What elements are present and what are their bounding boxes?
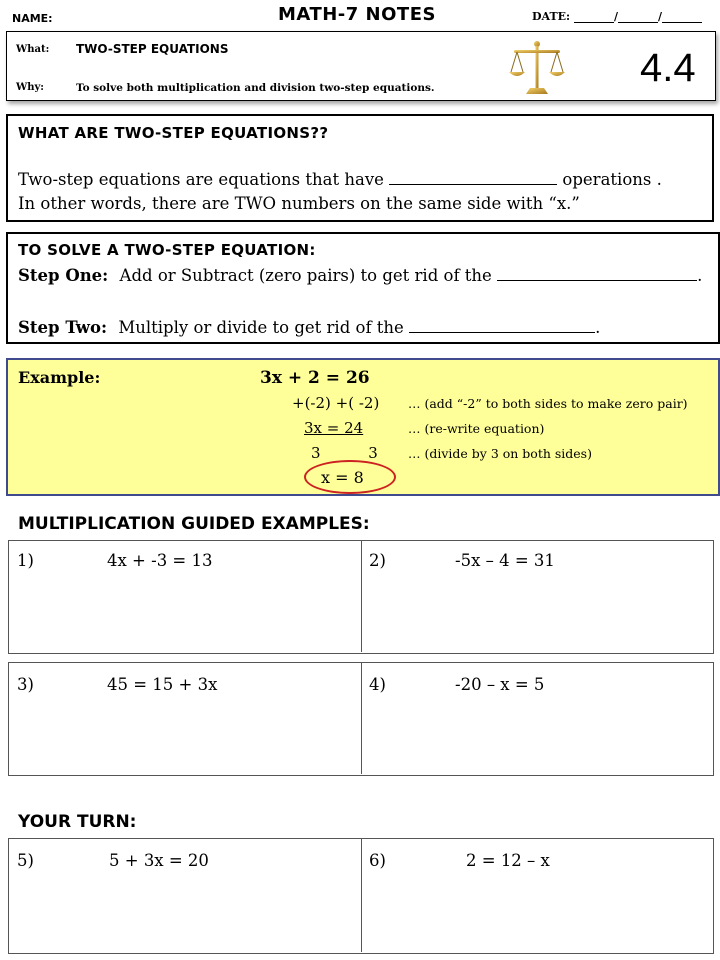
why-label: Why:	[16, 82, 45, 93]
example-step-1: +(-2) +( -2)	[292, 394, 380, 412]
problem-cell-5[interactable]	[9, 839, 362, 952]
page-title: MATH-7 NOTES	[278, 4, 436, 25]
step-one: Step One: Add or Subtract (zero pairs) to get rid of the .	[18, 266, 703, 285]
problem-number: 2)	[369, 551, 386, 570]
step-one-blank[interactable]	[497, 268, 697, 281]
problem-cell-2[interactable]	[362, 541, 712, 652]
date-field[interactable]: DATE: / /	[532, 10, 702, 23]
problem-equation: -20 – x = 5	[455, 675, 545, 694]
date-year-blank[interactable]	[662, 12, 702, 23]
problem-equation: 45 = 15 + 3x	[107, 675, 218, 694]
what-text: TWO-STEP EQUATIONS	[76, 42, 229, 56]
lesson-number: 4.4	[640, 46, 696, 90]
problem-equation: 2 = 12 – x	[466, 851, 550, 870]
operations-blank[interactable]	[389, 172, 557, 185]
date-label: DATE:	[532, 10, 571, 23]
example-note-3: … (divide by 3 on both sides)	[408, 446, 592, 461]
example-step-2: 3x = 24	[304, 419, 364, 437]
guided-row-2	[8, 662, 714, 776]
guided-row-1	[8, 540, 714, 654]
definition-heading: WHAT ARE TWO-STEP EQUATIONS??	[18, 124, 329, 142]
problem-equation: 4x + -3 = 13	[107, 551, 213, 570]
problem-equation: 5 + 3x = 20	[109, 851, 209, 870]
problem-number: 5)	[17, 851, 34, 870]
problem-number: 4)	[369, 675, 386, 694]
date-month-blank[interactable]	[574, 12, 614, 23]
problem-cell-3[interactable]	[9, 663, 362, 774]
steps-heading: TO SOLVE A TWO-STEP EQUATION:	[18, 241, 316, 259]
problem-number: 6)	[369, 851, 386, 870]
definition-line-2: In other words, there are TWO numbers on the same side with “x.”	[18, 194, 580, 213]
name-label: NAME:	[12, 12, 53, 25]
your-turn-heading: YOUR TURN:	[18, 812, 137, 832]
example-step-3: 3 3	[311, 444, 378, 462]
guided-heading: MULTIPLICATION GUIDED EXAMPLES:	[18, 514, 370, 534]
problem-number: 3)	[17, 675, 34, 694]
problem-cell-6[interactable]	[362, 839, 712, 952]
problem-equation: -5x – 4 = 31	[455, 551, 555, 570]
balance-scale-icon	[508, 38, 566, 98]
problem-number: 1)	[17, 551, 34, 570]
step-two: Step Two: Multiply or divide to get rid of the .	[18, 318, 601, 337]
example-note-2: … (re-write equation)	[408, 421, 545, 436]
date-day-blank[interactable]	[618, 12, 658, 23]
why-text: To solve both multiplication and division two-step equations.	[76, 82, 435, 94]
what-label: What:	[16, 44, 50, 55]
example-label: Example:	[18, 368, 101, 387]
definition-line-1: Two-step equations are equations that have operations .	[18, 170, 662, 189]
example-note-1: … (add “-2” to both sides to make zero pair)	[408, 396, 688, 411]
problem-cell-4[interactable]	[362, 663, 712, 774]
step-two-blank[interactable]	[409, 320, 595, 333]
example-answer: x = 8	[321, 468, 364, 487]
your-turn-row	[8, 838, 714, 954]
answer-circle	[304, 460, 396, 494]
problem-cell-1[interactable]	[9, 541, 362, 652]
example-equation: 3x + 2 = 26	[260, 368, 370, 388]
